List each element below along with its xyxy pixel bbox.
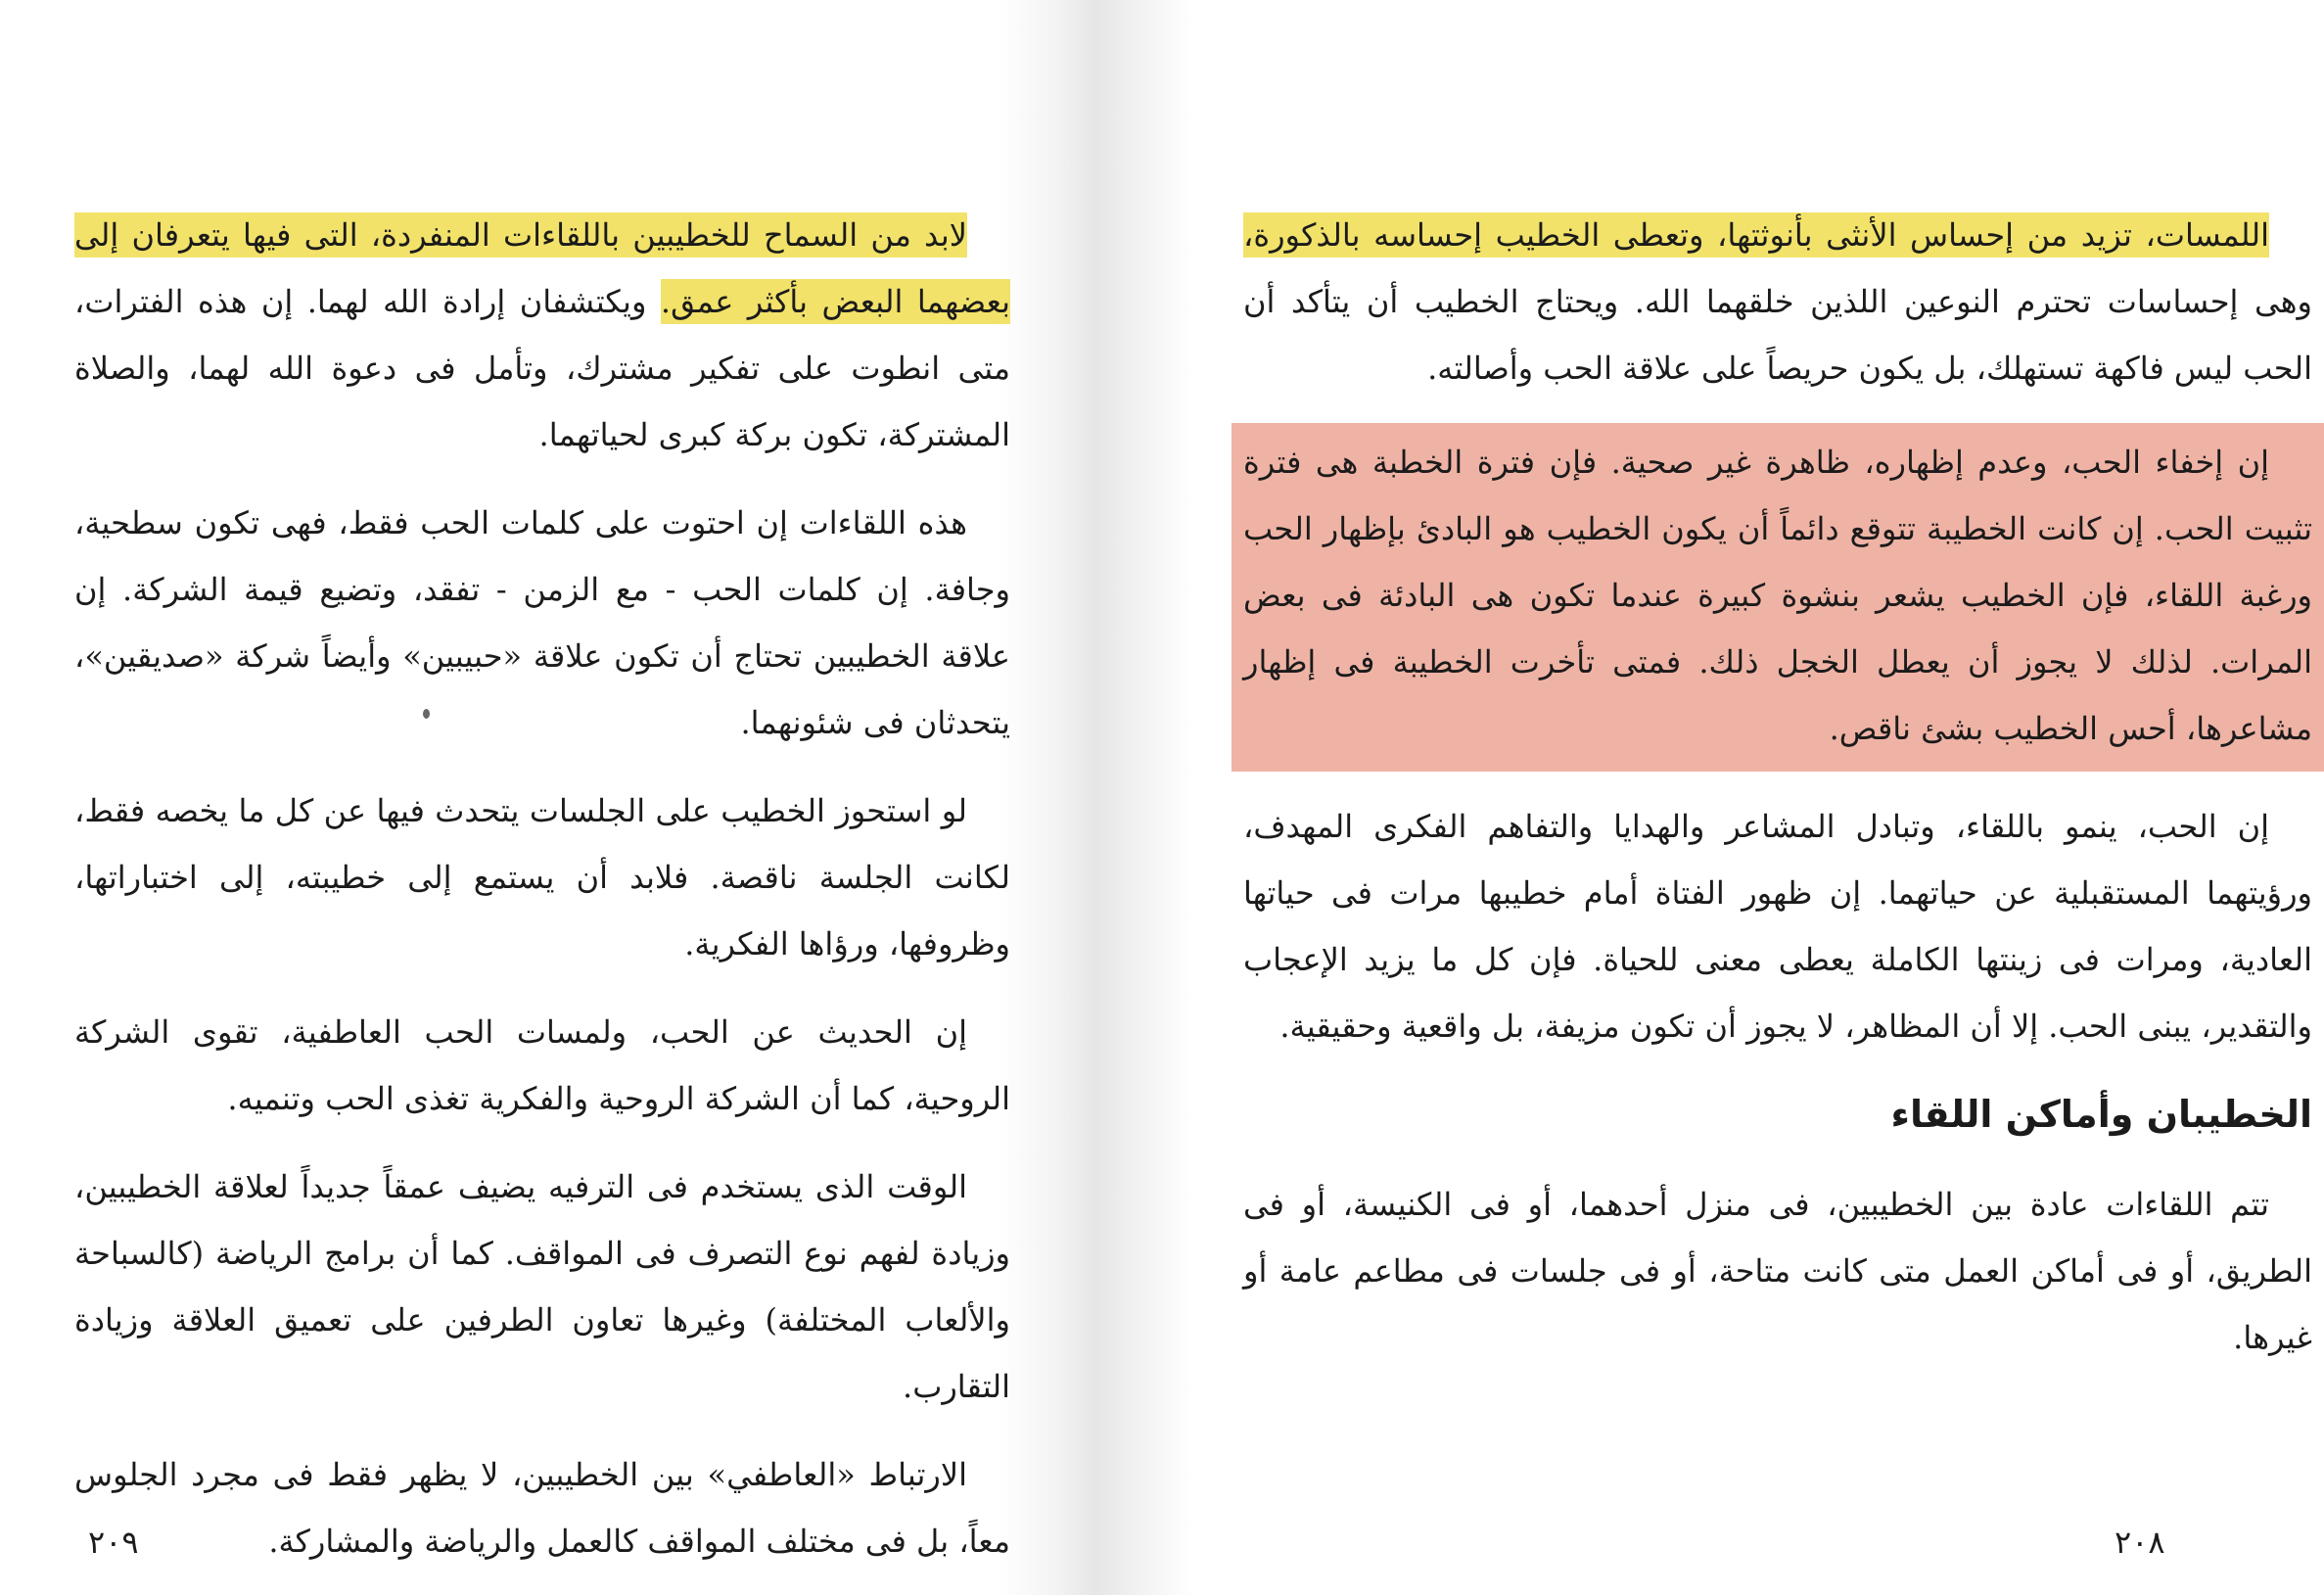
right-page-text (1243, 202, 2312, 1392)
left-paragraph-5: الوقت الذى يستخدم فى الترفيه يضيف عمقاً جديداً لعلاقة الخطيبين، وزيادة لفهم نوع التصرف فى المواقف. كما أن برامج الرياضة (كالسباحة والألعاب المختلفة) وغيرها تعاون الطرفين على تعميق العلاقة وزيادة التقارب. (74, 1168, 1010, 1405)
section-heading: الخطيبان وأماكن اللقاء (1890, 1093, 2312, 1136)
right-paragraph-4: تتم اللقاءات عادة بين الخطيبين، فى منزل أحدهما، أو فى الكنيسة، أو فى الطريق، أو فى أماكن العمل متى كانت متاحة، أو فى جلسات فى مطاعم عامة أو غيرها. (1243, 1186, 2312, 1356)
ink-speck (423, 709, 430, 719)
yellow-highlight: لابد من السماح للخطيبين باللقاءات المنفردة، التى فيها يتعرفان إلى بعضهما البعض بأكثر عمق. (74, 212, 1010, 324)
right-paragraph-1-rest: وهى إحساسات تحترم النوعين اللذين خلقهما الله. ويحتاج الخطيب أن يتأكد أن الحب ليس فاكهة تستهلك، بل يكون حريصاً على علاقة الحب وأصالته. (1243, 283, 2313, 387)
left-paragraph-1 (74, 202, 1010, 468)
red-highlight-block (1232, 423, 2324, 772)
left-paragraph-6: الارتباط «العاطفي» بين الخطيبين، لا يظهر فقط فى مجرد الجلوس معاً، بل فى مختلف المواقف كالعمل والرياضة والمشاركة. (74, 1456, 1010, 1560)
right-paragraph-1 (1243, 202, 2312, 401)
left-paragraph-2: هذه اللقاءات إن احتوت على كلمات الحب فقط، فهى تكون سطحية، وجافة. إن كلمات الحب - مع الزمن - تفقد، وتضيع قيمة الشركة. إن علاقة الخطيبين تحتاج أن تكون علاقة «حبيبين» وأيضاً شركة «صديقين»، يتحدثان فى شئونهما. (74, 504, 1010, 741)
page-number-left: ٢٠٩ (88, 1524, 139, 1561)
left-page-text (74, 202, 1010, 1596)
right-page (1106, 0, 2313, 1595)
left-paragraph-4: إن الحديث عن الحب، ولمسات الحب العاطفية، تقوى الشركة الروحية، كما أن الشركة الروحية والفكرية تغذى الحب وتنميه. (74, 1013, 1010, 1117)
right-paragraph-2: إن إخفاء الحب، وعدم إظهاره، ظاهرة غير صحية. فإن فترة الخطبة هى فترة تثبيت الحب. إن كانت الخطيبة تتوقع دائماً أن يكون الخطيب هو البادئ بإظهار الحب ورغبة اللقاء، فإن الخطيب يشعر بنشوة كبيرة عندما تكون هى البادئة فى بعض المرات. لذلك لا يجوز أن يعطل الخجل ذلك. فمتى تأخرت الخطيبة فى إظهار مشاعرها، أحس الخطيب بشئ ناقص. (1243, 444, 2312, 747)
left-page (0, 0, 1106, 1595)
yellow-highlight: اللمسات، تزيد من إحساس الأنثى بأنوثتها، وتعطى الخطيب إحساسه بالذكورة، (1243, 212, 2269, 258)
left-paragraph-1-rest: ويكتشفان إرادة الله لهما. إن هذه الفترات، متى انطوت على تفكير مشترك، وتأمل فى دعوة الله لهما، والصلاة المشتركة، تكون بركة كبرى لحياتهما. (74, 283, 1011, 453)
left-paragraph-3: لو استحوز الخطيب على الجلسات يتحدث فيها عن كل ما يخصه فقط، لكانت الجلسة ناقصة. فلابد أن يستمع إلى خطيبته، إلى اختباراتها، وظروفها، ورؤاها الفكرية. (74, 792, 1010, 962)
page-number-right: ٢٠٨ (2115, 1524, 2165, 1561)
right-paragraph-3: إن الحب، ينمو باللقاء، وتبادل المشاعر والهدايا والتفاهم الفكرى المهدف، ورؤيتهما المستقبلية عن حياتهما. إن ظهور الفتاة أمام خطيبها مرات فى حياتها العادية، ومرات فى زينتها الكاملة يعطى معنى للحياة. فإن كل ما يزيد الإعجاب والتقدير، يبنى الحب. إلا أن المظاهر، لا يجوز أن تكون مزيفة، بل واقعية وحقيقية. (1243, 808, 2312, 1045)
